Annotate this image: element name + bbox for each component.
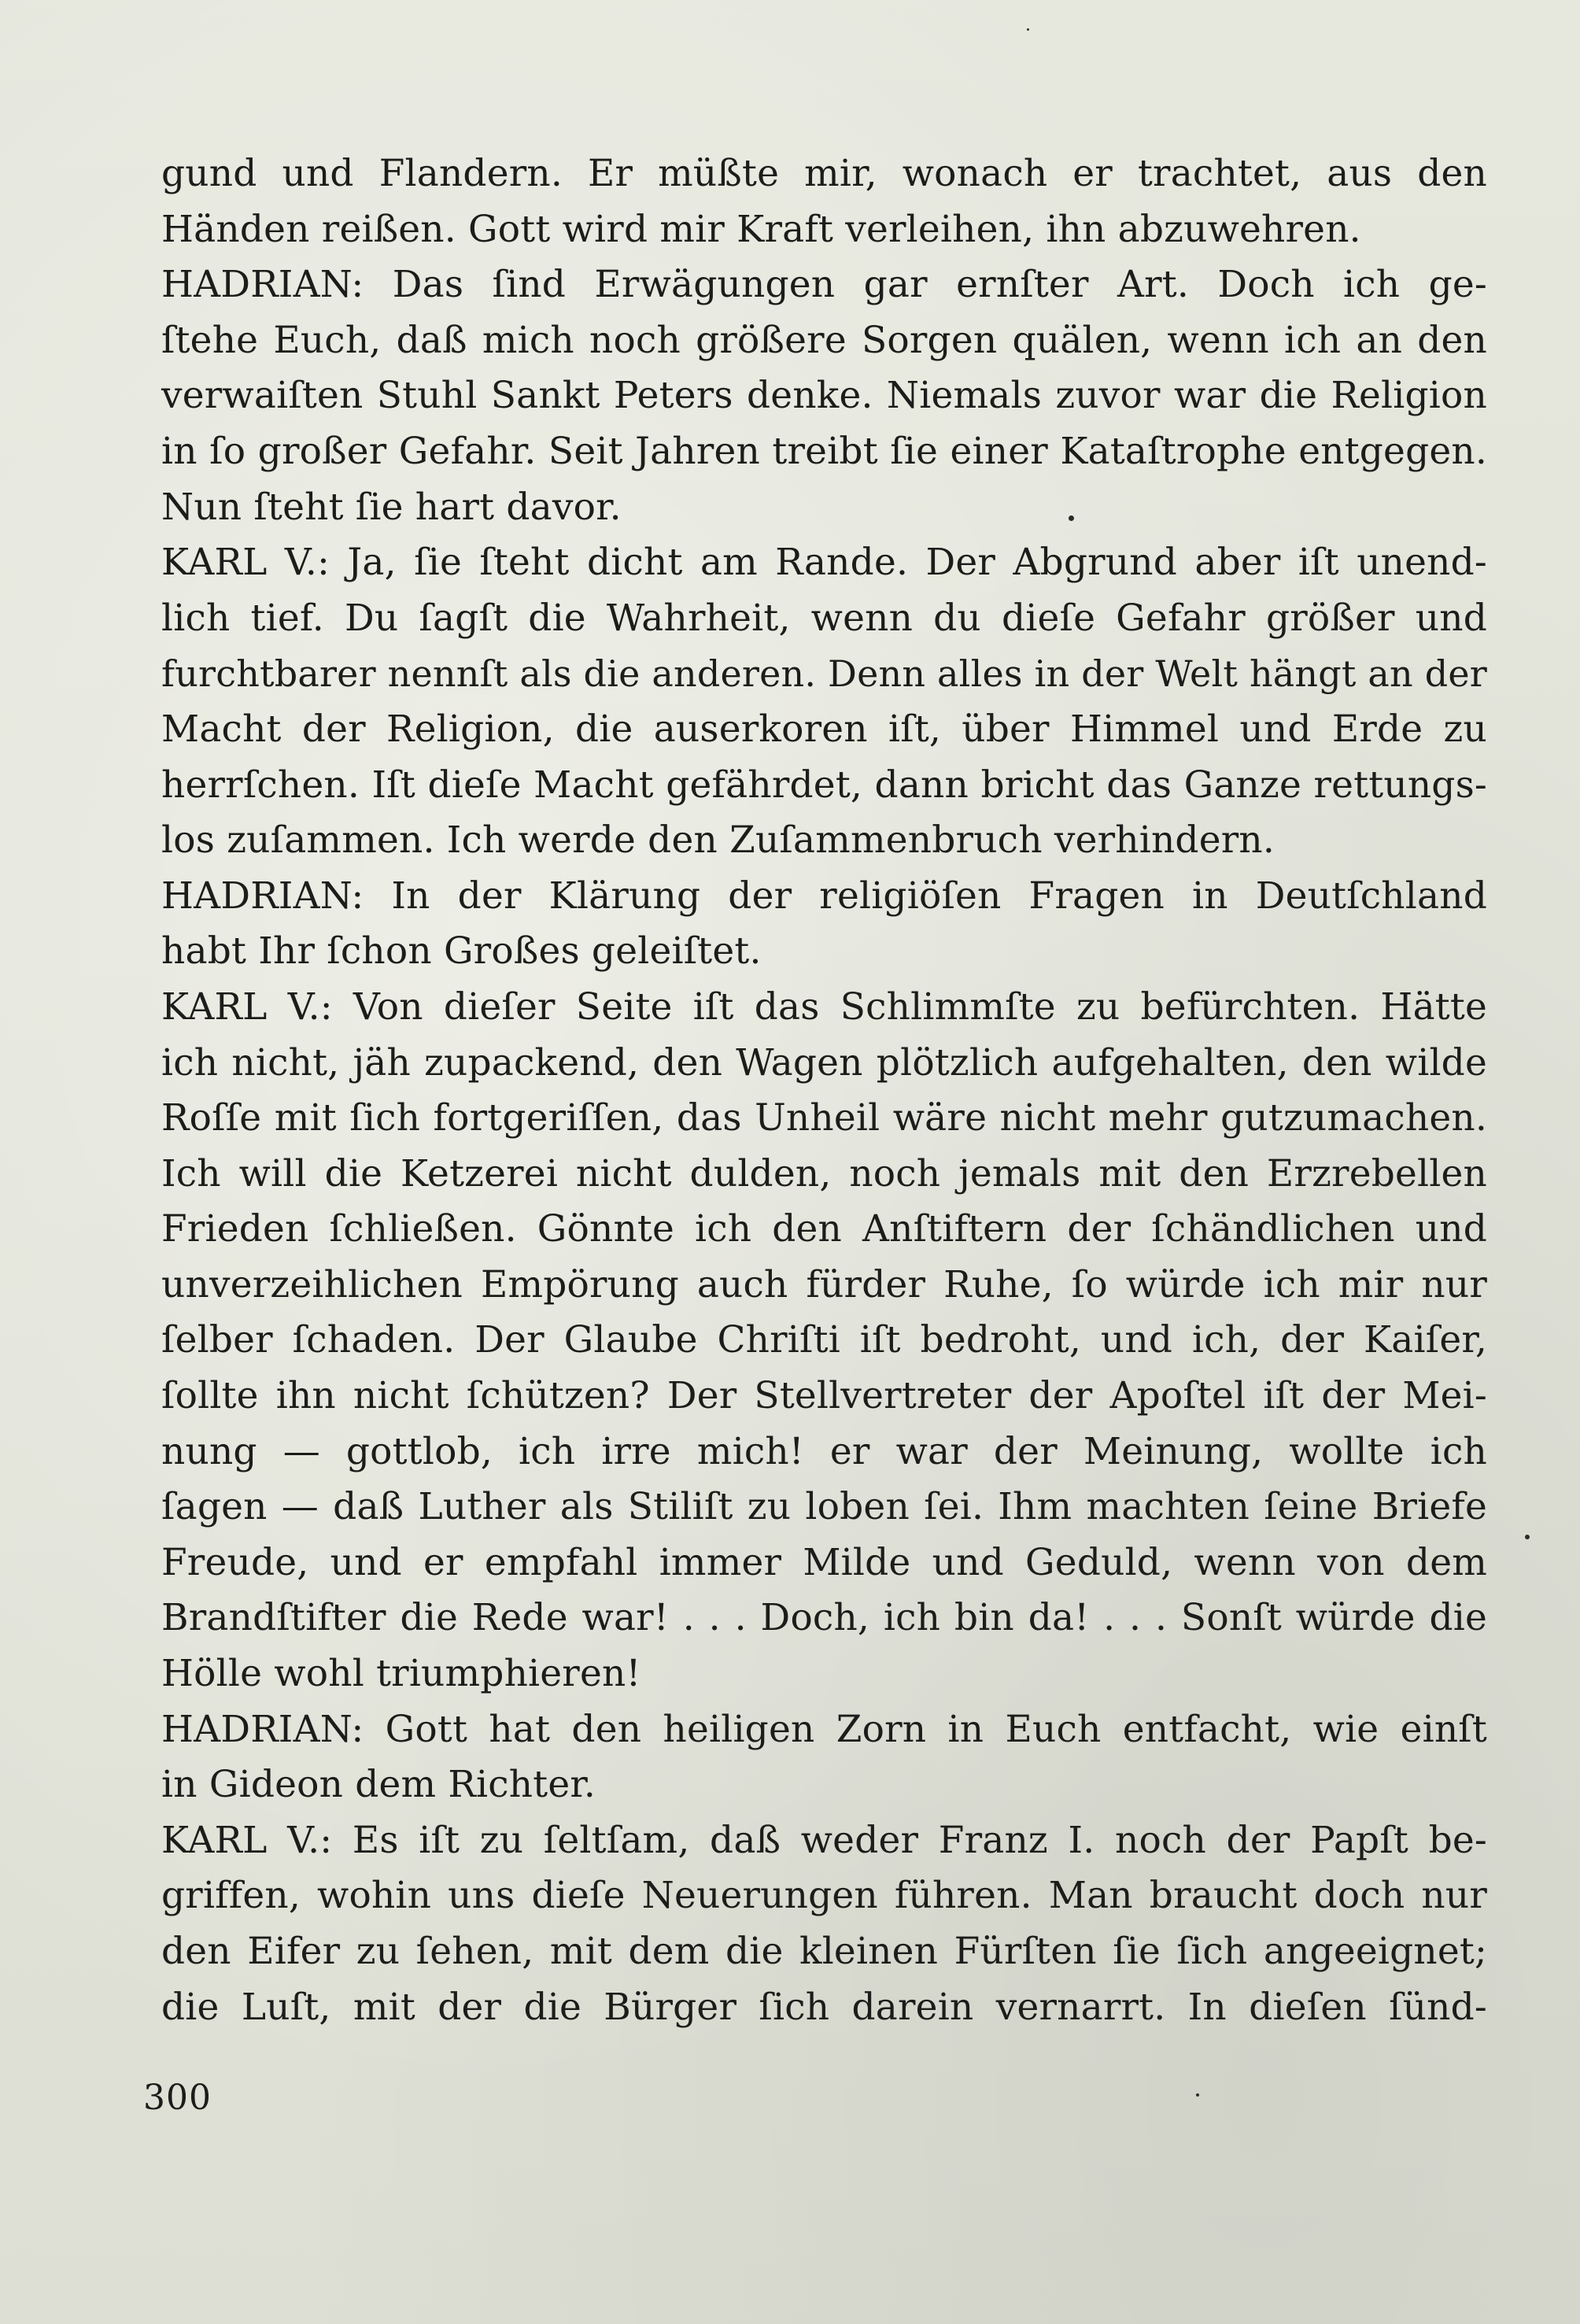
dust-speck — [1027, 28, 1029, 31]
text-line: habt Ihr ſchon Großes geleiſtet. — [161, 929, 762, 974]
text-line: in Gideon dem Richter. — [161, 1763, 596, 1807]
text-line: lich tief. Du ſagſt die Wahrheit, wenn du dieſe Gefahr größer und — [161, 596, 1487, 640]
text-line: den Eifer zu ſehen, mit dem die kleinen Fürſten ſie ſich angeeignet; — [161, 1930, 1487, 1973]
text-line: KARL V.: Ja, ſie ſteht dicht am Rande. Der Abgrund aber iſt unend- — [161, 541, 1487, 585]
text-line: Brandſtifter die Rede war! . . . Doch, ich bin da! . . . Sonſt würde die — [161, 1596, 1487, 1640]
text-line: gund und Flandern. Er müßte mir, wonach er trachtet, aus den — [161, 152, 1487, 195]
text-line: Nun ſteht ſie hart davor. — [161, 485, 622, 529]
dust-speck — [1196, 2093, 1199, 2097]
text-line: los zuſammen. Ich werde den Zuſammenbruch verhindern. — [161, 818, 1275, 863]
text-line: HADRIAN: In der Klärung der religiöſen Fragen in Deutſchland — [161, 874, 1487, 918]
text-line: ſtehe Euch, daß mich noch größere Sorgen quälen, wenn ich an den — [161, 318, 1487, 362]
text-line: KARL V.: Von dieſer Seite iſt das Schlimmſte zu befürchten. Hätte — [161, 985, 1487, 1029]
dust-speck — [1525, 1535, 1530, 1539]
text-line: verwaiſten Stuhl Sankt Peters denke. Niemals zuvor war die Religion — [161, 374, 1487, 418]
text-line: Macht der Religion, die auserkoren iſt, über Himmel und Erde zu — [161, 707, 1487, 751]
text-line: Ich will die Ketzerei nicht dulden, noch jemals mit den Erzrebellen — [161, 1151, 1487, 1195]
page-number: 300 — [143, 2078, 212, 2118]
text-line: ſagen — daß Luther als Stiliſt zu loben ſei. Ihm machten ſeine Briefe — [161, 1485, 1487, 1529]
text-line: nung — gottlob, ich irre mich! er war der Meinung, wollte ich — [161, 1429, 1487, 1473]
text-line: HADRIAN: Das ſind Erwägungen gar ernſter Art. Doch ich ge- — [161, 263, 1487, 307]
text-line: HADRIAN: Gott hat den heiligen Zorn in Euch entfacht, wie einſt — [161, 1707, 1487, 1751]
text-line: ſollte ihn nicht ſchützen? Der Stellvertreter der Apoſtel iſt der Mei- — [161, 1374, 1487, 1418]
text-line: griffen, wohin uns dieſe Neuerungen führen. Man braucht doch nur — [161, 1874, 1487, 1918]
text-line: furchtbarer nennſt als die anderen. Denn alles in der Welt hängt an der — [161, 652, 1487, 696]
dust-speck — [1069, 515, 1074, 521]
text-line: Hölle wohl triumphieren! — [161, 1652, 641, 1696]
text-line: herrſchen. Iſt dieſe Macht gefährdet, dann bricht das Ganze rettungs- — [161, 763, 1487, 807]
text-line: ſelber ſchaden. Der Glaube Chriſti iſt bedroht, und ich, der Kaiſer, — [161, 1318, 1487, 1362]
body-text — [161, 146, 1487, 2035]
text-line: ich nicht, jäh zupackend, den Wagen plötzlich aufgehalten, den wilde — [161, 1040, 1487, 1084]
text-line: in ſo großer Gefahr. Seit Jahren treibt ſie einer Kataſtrophe entgegen. — [161, 429, 1487, 473]
text-line: KARL V.: Es iſt zu ſeltſam, daß weder Franz I. noch der Papſt be- — [161, 1818, 1487, 1862]
text-line: Freude, und er empfahl immer Milde und Geduld, wenn von dem — [161, 1540, 1487, 1584]
text-line: Händen reißen. Gott wird mir Kraft verleihen, ihn abzuwehren. — [161, 207, 1361, 251]
text-line: Roſſe mit ſich fortgeriſſen, das Unheil wäre nicht mehr gutzumachen. — [161, 1096, 1487, 1140]
text-line: die Luſt, mit der die Bürger ſich darein vernarrt. In dieſen ſünd- — [161, 1985, 1487, 2029]
text-line: unverzeihlichen Empörung auch fürder Ruhe, ſo würde ich mir nur — [161, 1262, 1487, 1306]
text-line: Frieden ſchließen. Gönnte ich den Anſtiftern der ſchändlichen und — [161, 1207, 1487, 1251]
